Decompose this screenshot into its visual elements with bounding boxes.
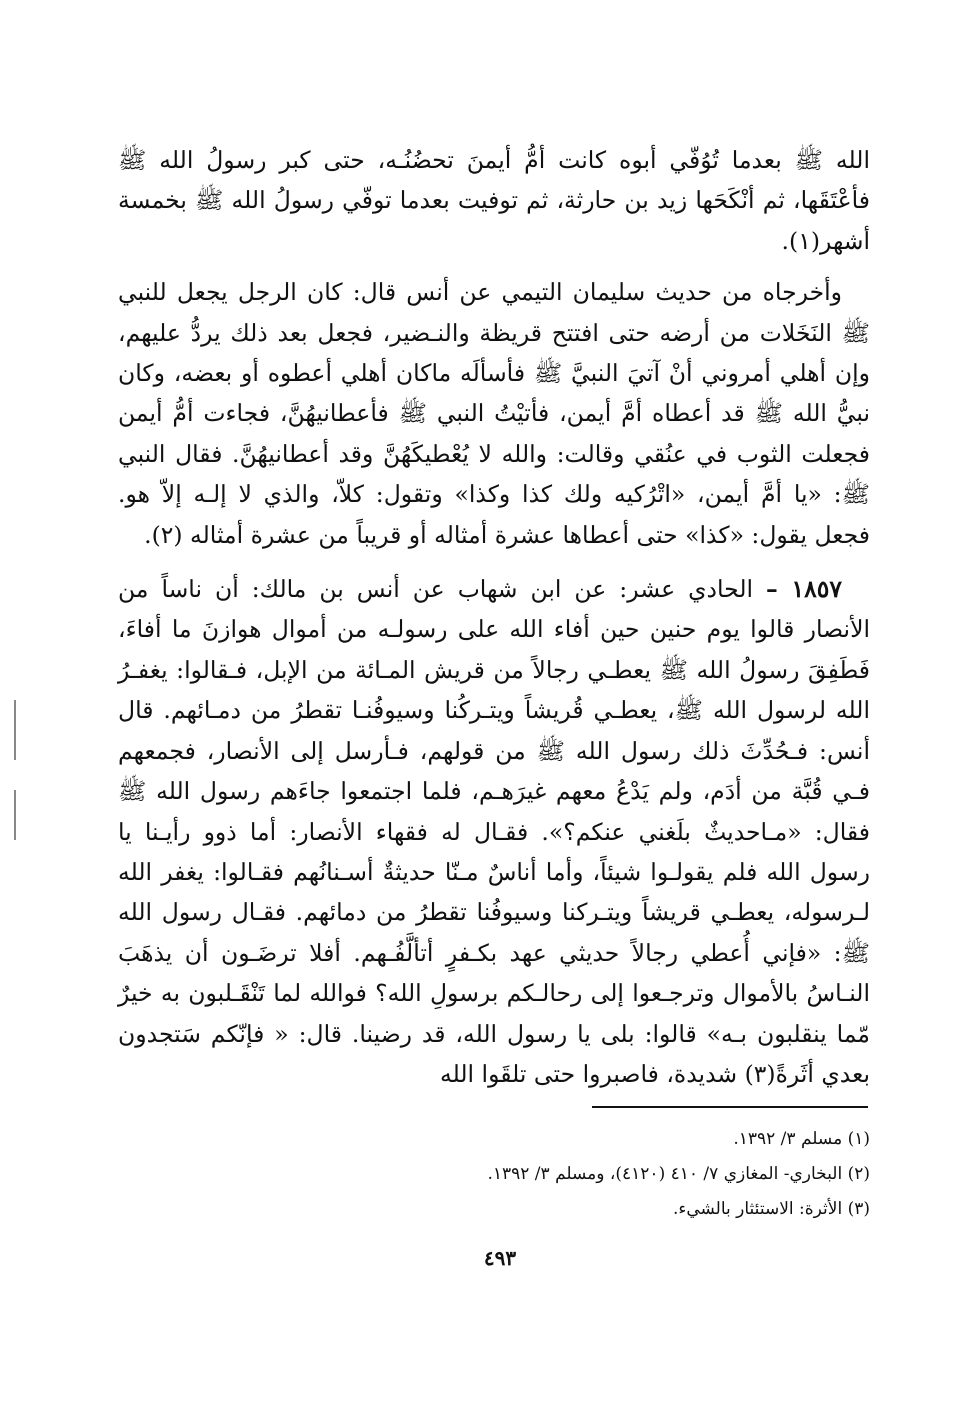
page-number: ٤٩٣: [483, 1246, 517, 1270]
margin-mark: [14, 790, 16, 840]
margin-mark: [14, 700, 16, 760]
footnote-divider: [592, 1106, 868, 1108]
paragraph-1: الله ﷺ بعدما تُوُفّي أبوه كانت أمُّ أيمنَ تحضُنُـه، حتى كبر رسولُ الله ﷺ فأعْتَقَها، ثم أنْكَحَها زيد بن حارثة، ثم توفيت بعدما توفّي رسولُ الله ﷺ بخمسة أشهر(١).: [118, 146, 870, 255]
footnote-3: (٣) الأثرة: الاستئثار بالشيء.: [672, 1199, 870, 1219]
section-number: ١٨٥٧ –: [766, 575, 842, 604]
paragraph-3: [118, 569, 870, 1094]
footnote-1: (١) مسلم ٣/ ١٣٩٢.: [733, 1129, 870, 1149]
main-text: [118, 140, 870, 1094]
paragraph-3-text: الحادي عشر: عن ابن شهاب عن أنس بن مالك: أن ناساً من الأنصار قالوا يوم حنين حين أفاء الله على رسولـه من أموال هوازنَ ما أفاءَ، فَطَفِقَ رسولُ الله ﷺ يعطـي رجالاً من قريش المـائة من الإبل، فـقالوا: يغفـرُ الله لرسول الله ﷺ، يعطـي قُريشاً ويتـركُنا وسيوفُنـا تقطرُ من دمـائهم. قال أنس: فـحُدِّثَ ذلك رسول الله ﷺ من قولهم، فـأرسل إلى الأنصار، فجمعهم فـي قُبَّة من أدَم، ولم يَدْعُ معهم غيرَهـم، فلما اجتمعوا جاءَهم رسول الله ﷺ فقال: «مـاحديثٌ بلَغني عنكم؟». فقـال له فقهاء الأنصار: أما ذوو رأيـنا يا رسول الله فلم يقولـوا شيئاً، وأما أناسٌ مـنّا حديثةٌ أسـنانُهم فقـالوا: يغفر الله لـرسوله، يعطـي قريشاً ويتـركنا وسيوفُنا تقطرُ من دمائهم. فقـال رسول الله ﷺ: «فإني أُعطي رجالاً حديثي عهد بكـفرٍ أتألَّفُـهم. أفلا ترضَـون أن يذهَبَ النـاسُ بالأموال وترجـعوا إلى رحالـكم برسولِ الله؟ فوالله لما تَنْقَـلبون به خيرٌ مّما ينقلبون بـه» قالوا: بلى يا رسول الله، قد رضينا. قال: « فإنّكم سَتجدون بعدي أثَرةً(٣) شديدة، فاصبروا حتى تلقَوا الله: [118, 575, 870, 1088]
paragraph-2: وأخرجاه من حديث سليمان التيمي عن أنس قال: كان الرجل يجعل للنبي ﷺ النَخَلات من أرضه حتى افتتح قريظة والنـضير، فجعل بعد ذلك يردُّ عليهم، وإن أهلي أمروني أنْ آتيَ النبيَّ ﷺ فأسألَه ماكان أهلي أعطوه أو بعضه، وكان نبيُّ الله ﷺ قد أعطاه أمَّ أيمن، فأتيْتُ النبي ﷺ فأعطانيهُنَّ، فجاءت أمُّ أيمن فجعلت الثوب في عنُقي وقالت: والله لا يُعْطيكَهُنَّ وقد أعطانيهُنَّ. فقال النبي ﷺ: «يا أمَّ أيمن، «اتْرُكيه ولك كذا وكذا» وتقول: كلاّ، والذي لا إلـه إلاّ هو. فجعل يقول: «كذا» حتى أعطاها عشرة أمثاله أو قريباً من عشرة أمثاله (٢).: [118, 278, 870, 549]
footnotes: [380, 1122, 870, 1227]
footnote-2: (٢) البخاري- المغازي ٧/ ٤١٠ (٤١٢٠)، ومسلم ٣/ ١٣٩٢.: [487, 1164, 870, 1184]
